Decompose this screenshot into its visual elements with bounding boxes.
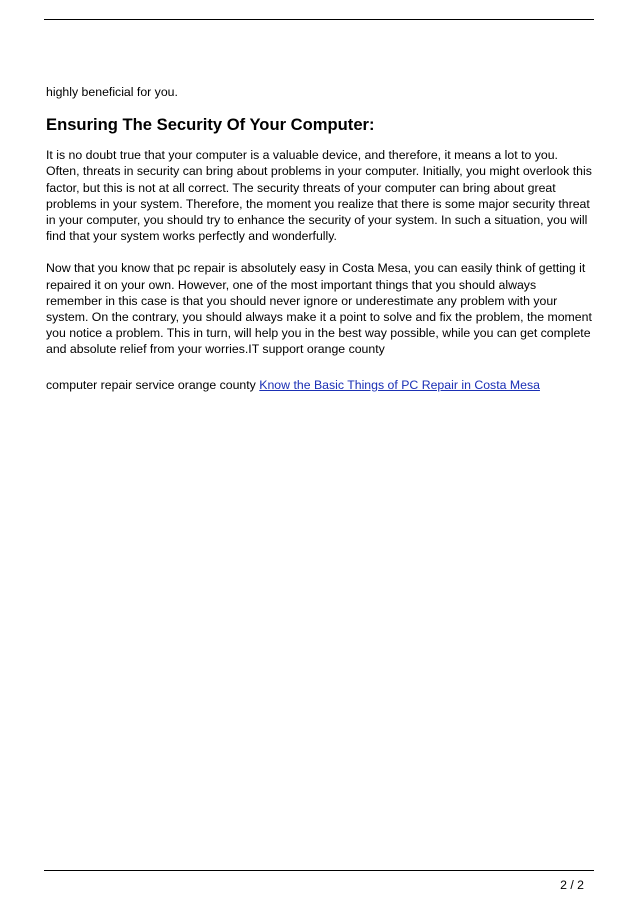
closing-line xyxy=(46,377,594,393)
paragraph-security: It is no doubt true that your computer is a valuable device, and therefore, it means a lot to you. Often, threats in security can bring about problems in your computer. Initially, you might overlook this factor, but this is not at all correct. The security threats of your computer can bring about great problems in your system. Therefore, the moment you realize that there is some major security threat in your computer, you should try to enhance the security of your system. In such a situation, you will find that your system works perfectly and wonderfully. xyxy=(46,148,592,244)
closing-text: computer repair service orange county xyxy=(46,377,260,392)
document-body xyxy=(46,84,594,393)
page-number: 2 / 2 xyxy=(560,878,584,892)
article-link[interactable]: Know the Basic Things of PC Repair in Costa Mesa xyxy=(259,377,540,392)
header-rule xyxy=(44,19,594,20)
section-heading: Ensuring The Security Of Your Computer: xyxy=(46,115,375,135)
paragraph-pc-repair: Now that you know that pc repair is absolutely easy in Costa Mesa, you can easily think of getting it repaired it on your own. However, one of the most important things that you should always remember in this case is that you should never ignore or underestimate any problem with your system. On the contrary, you should always make it a point to solve and fix the problem, the moment you notice a problem. This in turn, will help you in the best way possible, while you can get complete and absolute relief from your worries.IT support orange county xyxy=(46,261,592,357)
footer-rule xyxy=(44,870,594,871)
intro-line: highly beneficial for you. xyxy=(46,85,178,99)
